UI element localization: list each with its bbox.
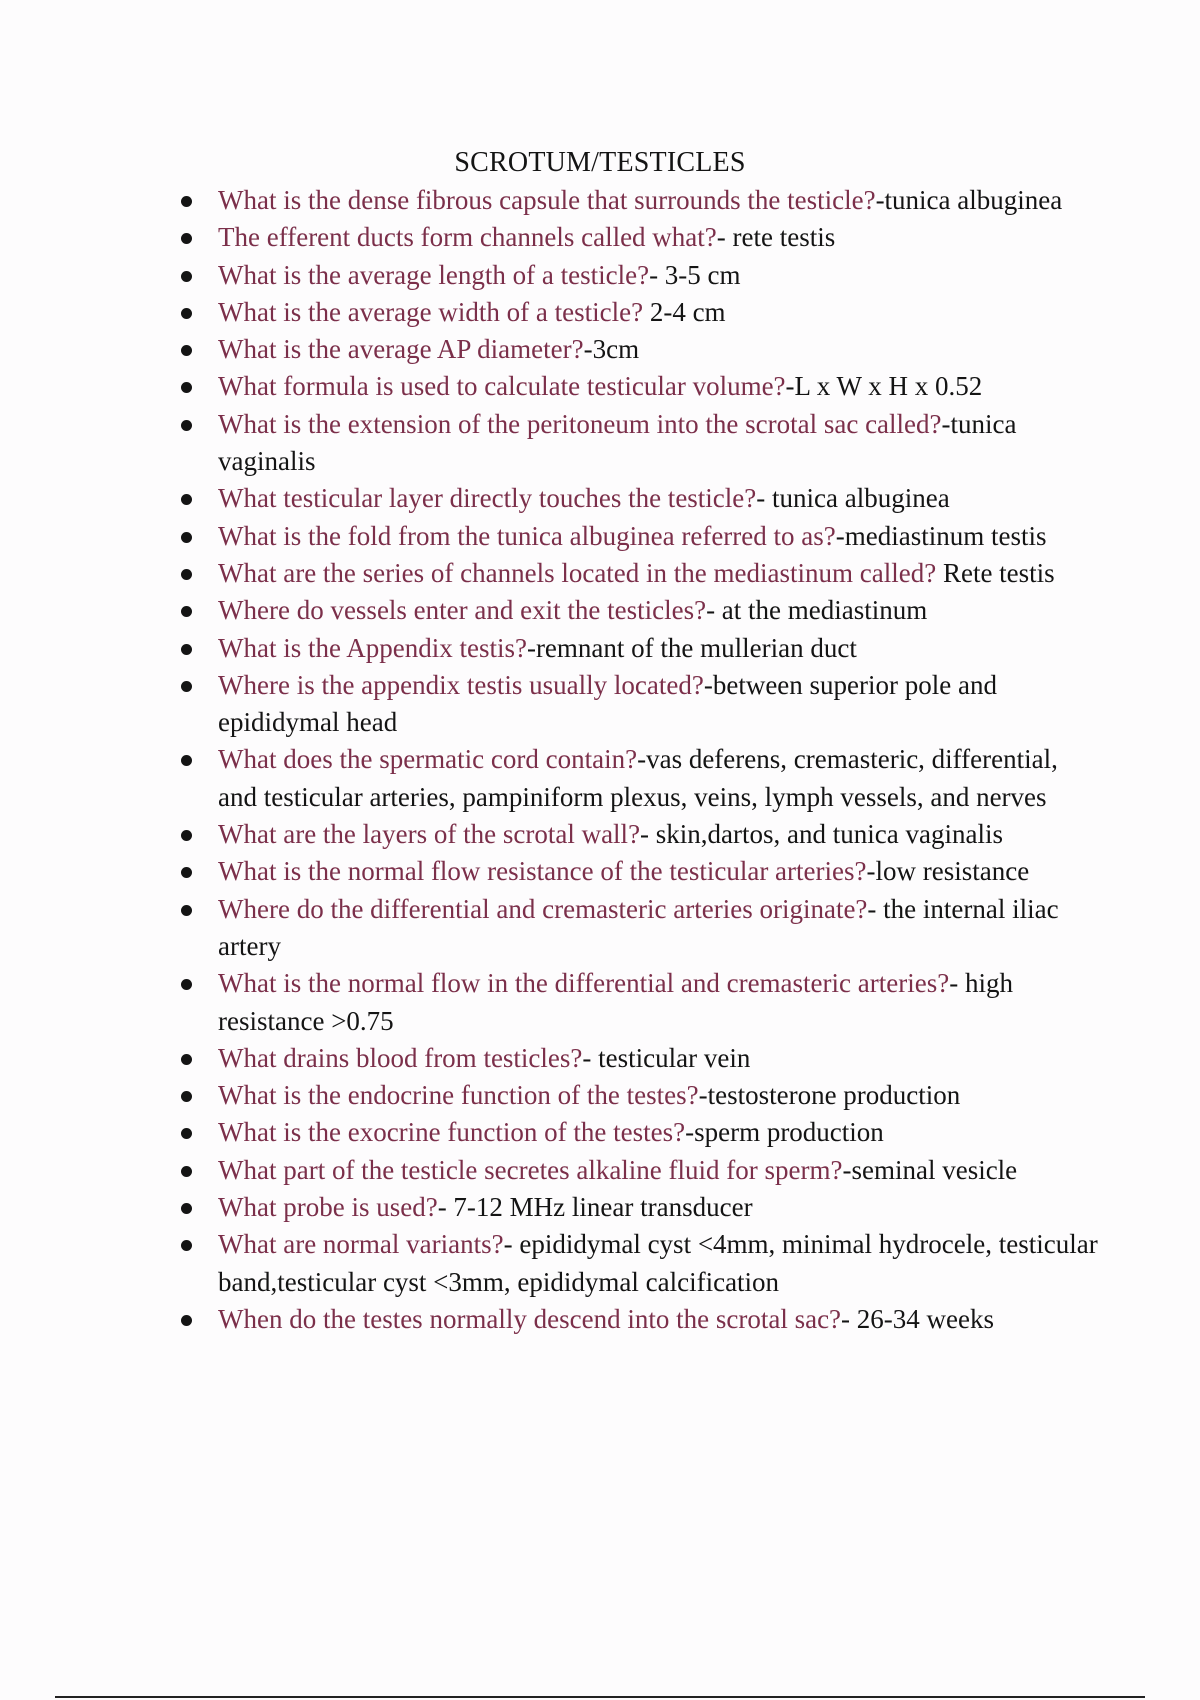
answer-text: -mediastinum testis bbox=[835, 520, 1047, 551]
answer-text: - tunica albuginea bbox=[756, 483, 950, 514]
question-text: Where do vessels enter and exit the testicles? bbox=[218, 595, 707, 626]
bullet-icon bbox=[181, 830, 192, 841]
question-text: What is the normal flow in the differential and cremasteric arteries? bbox=[218, 968, 950, 999]
list-item bbox=[218, 741, 1098, 816]
list-item bbox=[218, 555, 1098, 592]
answer-text: -low resistance bbox=[866, 856, 1030, 887]
list-item bbox=[218, 1189, 1098, 1226]
answer-text: Rete testis bbox=[936, 557, 1055, 588]
bullet-icon bbox=[181, 532, 192, 543]
list-item bbox=[218, 257, 1098, 294]
qa-list bbox=[218, 182, 1098, 1338]
answer-text: 2-4 cm bbox=[643, 296, 726, 327]
bullet-icon bbox=[181, 681, 192, 692]
bullet-icon bbox=[181, 271, 192, 282]
answer-text: - epididymal cyst <4mm, minimal hydrocele, testicular band,testicular cyst <3mm, epididymal calcification bbox=[218, 1229, 1098, 1297]
question-text: What is the exocrine function of the testes? bbox=[218, 1117, 686, 1148]
answer-text: -testosterone production bbox=[698, 1080, 961, 1111]
answer-text: - 7-12 MHz linear transducer bbox=[437, 1192, 753, 1223]
answer-text: - 26-34 weeks bbox=[841, 1303, 995, 1334]
list-item bbox=[218, 294, 1098, 331]
list-item bbox=[218, 630, 1098, 667]
list-item bbox=[218, 368, 1098, 405]
question-text: What drains blood from testicles? bbox=[218, 1042, 583, 1073]
answer-text: -vas deferens, cremasteric, differential, and testicular arteries, pampiniform plexus, veins, lymph vessels, and nerves bbox=[218, 744, 1058, 812]
answer-text: -tunica albuginea bbox=[875, 185, 1063, 215]
list-item bbox=[218, 1301, 1098, 1338]
answer-text: - 3-5 cm bbox=[649, 259, 741, 290]
question-text: What probe is used? bbox=[218, 1192, 438, 1223]
list-item bbox=[218, 1226, 1098, 1301]
bullet-icon bbox=[181, 196, 192, 207]
list-item bbox=[218, 406, 1098, 481]
answer-text: -remnant of the mullerian duct bbox=[526, 632, 857, 663]
question-text: What testicular layer directly touches the testicle? bbox=[218, 483, 757, 514]
list-item bbox=[218, 480, 1098, 517]
question-text: What are the layers of the scrotal wall? bbox=[218, 819, 641, 850]
question-text: What is the dense fibrous capsule that surrounds the testicle? bbox=[218, 185, 876, 215]
question-text: What part of the testicle secretes alkaline fluid for sperm? bbox=[218, 1154, 843, 1185]
bullet-icon bbox=[181, 382, 192, 393]
bullet-icon bbox=[181, 606, 192, 617]
list-item bbox=[218, 667, 1098, 742]
question-text: What is the average length of a testicle? bbox=[218, 259, 650, 290]
answer-text: - testicular vein bbox=[582, 1042, 751, 1073]
question-text: What is the fold from the tunica albuginea referred to as? bbox=[218, 520, 836, 551]
bullet-icon bbox=[181, 233, 192, 244]
answer-text: -L x W x H x 0.52 bbox=[785, 371, 983, 402]
page-title: SCROTUM/TESTICLES bbox=[454, 147, 746, 178]
list-item bbox=[218, 1114, 1098, 1151]
question-text: What is the extension of the peritoneum into the scrotal sac called? bbox=[218, 408, 942, 439]
bullet-icon bbox=[181, 905, 192, 916]
bullet-icon bbox=[181, 1315, 192, 1326]
answer-text: - the internal iliac artery bbox=[218, 893, 1059, 961]
bullet-icon bbox=[181, 1054, 192, 1065]
answer-text: -sperm production bbox=[685, 1117, 884, 1148]
list-item bbox=[218, 331, 1098, 368]
question-text: Where do the differential and cremasteric arteries originate? bbox=[218, 893, 868, 924]
list-item bbox=[218, 182, 1098, 219]
list-item bbox=[218, 1077, 1098, 1114]
page-bottom-rule bbox=[55, 1696, 1145, 1698]
list-item bbox=[218, 816, 1098, 853]
question-text: What is the average AP diameter? bbox=[218, 334, 584, 365]
list-item bbox=[218, 1040, 1098, 1077]
question-text: What are the series of channels located in the mediastinum called? bbox=[218, 557, 937, 588]
list-item bbox=[218, 219, 1098, 256]
bullet-icon bbox=[181, 345, 192, 356]
bullet-icon bbox=[181, 1166, 192, 1177]
bullet-icon bbox=[181, 569, 192, 580]
answer-text: -between superior pole and epididymal head bbox=[218, 669, 997, 738]
answer-text: - rete testis bbox=[716, 222, 836, 253]
question-text: The efferent ducts form channels called what? bbox=[218, 222, 717, 253]
bullet-icon bbox=[181, 755, 192, 766]
bullet-icon bbox=[181, 644, 192, 655]
bullet-icon bbox=[181, 308, 192, 319]
answer-text: - at the mediastinum bbox=[706, 595, 928, 626]
answer-text: -seminal vesicle bbox=[842, 1154, 1018, 1185]
bullet-icon bbox=[181, 494, 192, 505]
answer-text: -tunica vaginalis bbox=[218, 408, 1017, 477]
list-item bbox=[218, 592, 1098, 629]
bullet-icon bbox=[181, 1091, 192, 1102]
bullet-icon bbox=[181, 979, 192, 990]
list-item bbox=[218, 853, 1098, 890]
list-item bbox=[218, 965, 1098, 1040]
question-text: What is the average width of a testicle? bbox=[218, 296, 644, 327]
answer-text: - skin,dartos, and tunica vaginalis bbox=[640, 819, 1003, 850]
answer-text: -3cm bbox=[583, 334, 640, 365]
question-text: When do the testes normally descend into the scrotal sac? bbox=[218, 1303, 842, 1334]
bullet-icon bbox=[181, 1203, 192, 1214]
bullet-icon bbox=[181, 867, 192, 878]
bullet-icon bbox=[181, 420, 192, 431]
list-item bbox=[218, 891, 1098, 966]
list-item bbox=[218, 518, 1098, 555]
question-text: What is the endocrine function of the testes? bbox=[218, 1080, 699, 1111]
question-text: Where is the appendix testis usually located? bbox=[218, 669, 704, 700]
question-text: What are normal variants? bbox=[218, 1229, 504, 1260]
bullet-icon bbox=[181, 1128, 192, 1139]
list-item bbox=[218, 1152, 1098, 1189]
question-text: What does the spermatic cord contain? bbox=[218, 744, 638, 775]
question-text: What formula is used to calculate testicular volume? bbox=[218, 371, 786, 402]
question-text: What is the Appendix testis? bbox=[218, 632, 527, 663]
bullet-icon bbox=[181, 1240, 192, 1251]
question-text: What is the normal flow resistance of the testicular arteries? bbox=[218, 856, 867, 887]
answer-text: - high resistance >0.75 bbox=[218, 968, 1013, 1036]
